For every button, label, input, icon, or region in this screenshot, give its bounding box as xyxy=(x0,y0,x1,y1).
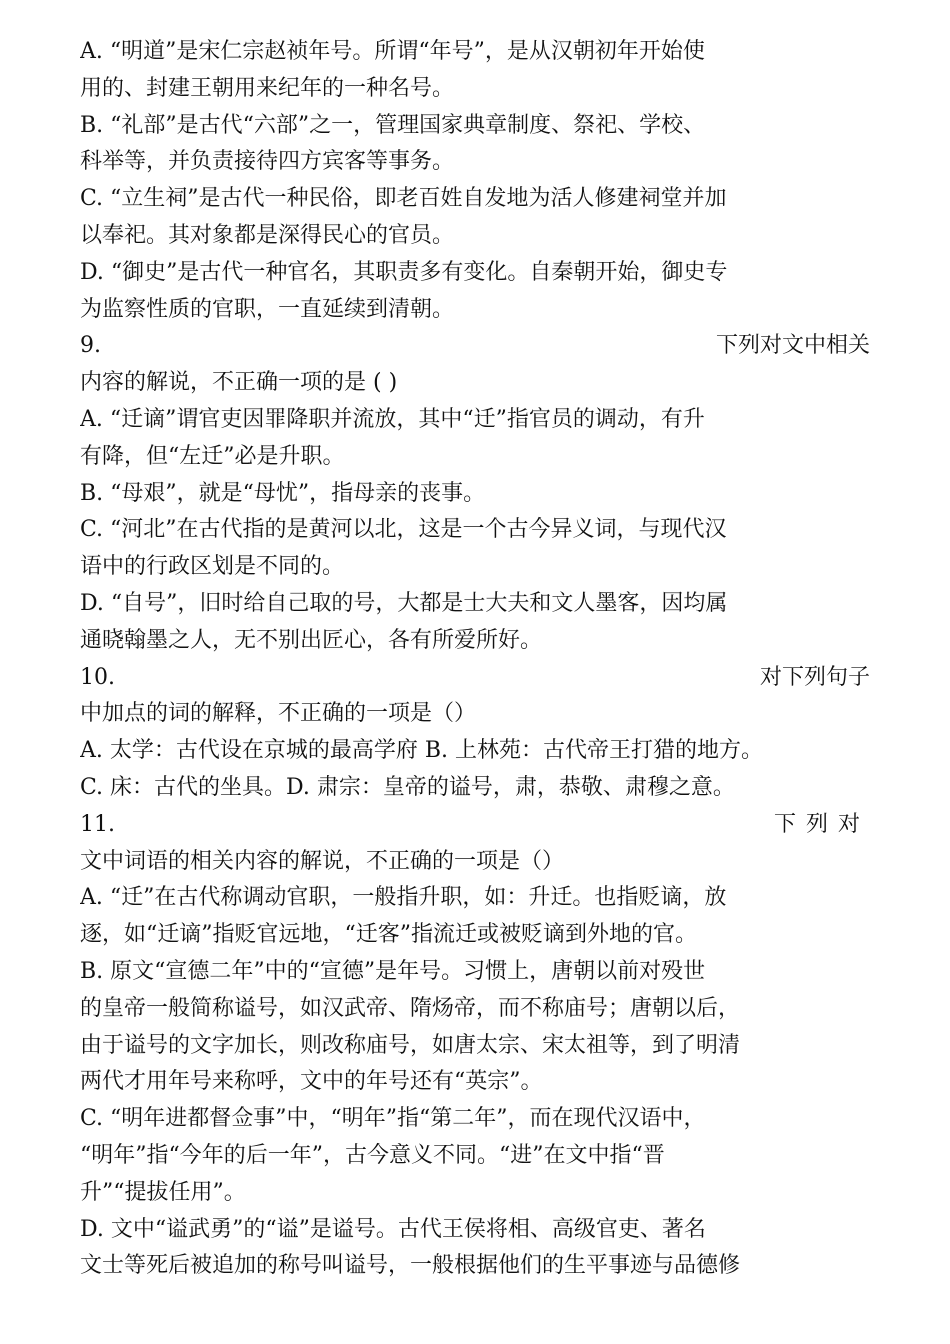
question-prompt-start: 下列对 xyxy=(773,811,870,837)
text-line: B. “母艰”，就是“母忧”，指母亲的丧事。 xyxy=(80,480,486,506)
text-line: 中加点的词的解释，不正确的一项是（） xyxy=(80,701,477,727)
text-line: A. “迁”在古代称调动官职，一般指升职，如：升迁。也指贬谪，放 xyxy=(80,885,727,911)
question-header-9 xyxy=(80,328,870,365)
text-line: B. 原文“宣德二年”中的“宣德”是年号。习惯上，唐朝以前对殁世 xyxy=(80,958,706,984)
text-line: C. 床：古代的坐具。D. 肃宗：皇帝的谥号，肃，恭敬、肃穆之意。 xyxy=(80,774,735,800)
text-line: C. “河北”在古代指的是黄河以北，这是一个古今异义词，与现代汉 xyxy=(80,517,727,543)
text-line: 逐，如“迁谪”指贬官远地，“迁客”指流迁或被贬谪到外地的官。 xyxy=(80,922,697,948)
text-line: 有降，但“左迁”必是升职。 xyxy=(80,443,345,469)
text-line: B. “礼部”是古代“六部”之一，管理国家典章制度、祭祀、学校、 xyxy=(80,112,706,138)
text-line: 文士等死后被追加的称号叫谥号，一般根据他们的生平事迹与品德修 xyxy=(80,1253,741,1279)
question-number: 11. xyxy=(80,811,115,837)
text-line: 由于谥号的文字加长，则改称庙号，如唐太宗、宋太祖等，到了明清 xyxy=(80,1032,741,1058)
text-line: A. “明道”是宋仁宗赵祯年号。所谓“年号”，是从汉朝初年开始使 xyxy=(80,39,705,64)
text-line: 为监察性质的官职，一直延续到清朝。 xyxy=(80,296,455,322)
text-line: A. “迁谪”谓官吏因罪降职并流放，其中“迁”指官员的调动，有升 xyxy=(80,406,705,432)
document-page xyxy=(80,34,870,1285)
text-line: A. 太学：古代设在京城的最高学府 B. 上林苑：古代帝王打猎的地方。 xyxy=(80,738,764,764)
text-line: 升”“提拔任用”。 xyxy=(80,1179,246,1205)
question-number: 9. xyxy=(80,333,101,359)
text-line: D. 文中“谥武勇”的“谥”是谥号。古代王侯将相、高级官吏、著名 xyxy=(80,1216,706,1242)
text-line: D. “御史”是古代一种官名，其职责多有变化。自秦朝开始，御史专 xyxy=(80,259,728,285)
question-number: 10. xyxy=(80,664,115,690)
text-line: 内容的解说，不正确一项的是 ( ) xyxy=(80,370,398,396)
text-line: 两代才用年号来称呼，文中的年号还有“英宗”。 xyxy=(80,1069,543,1095)
text-line: 的皇帝一般简称谥号，如汉武帝、隋炀帝，而不称庙号；唐朝以后， xyxy=(80,995,741,1021)
question-prompt-start: 下列对文中相关 xyxy=(715,333,870,359)
text-line: 用的、封建王朝用来纪年的一种名号。 xyxy=(80,75,455,101)
text-line: C. “明年进都督佥事”中，“明年”指“第二年”，而在现代汉语中， xyxy=(80,1106,706,1132)
text-line: 语中的行政区划是不同的。 xyxy=(80,554,345,580)
text-line: C. “立生祠”是古代一种民俗，即老百姓自发地为活人修建祠堂并加 xyxy=(80,186,727,212)
text-line: 通晓翰墨之人，无不别出匠心，各有所爱所好。 xyxy=(80,627,543,653)
question-header-10 xyxy=(80,660,870,697)
text-line: 科举等，并负责接待四方宾客等事务。 xyxy=(80,149,455,175)
question-header-11 xyxy=(80,807,870,844)
question-prompt-start: 对下列句子 xyxy=(759,664,870,690)
text-line: 以奉祀。其对象都是深得民心的官员。 xyxy=(80,222,455,248)
text-line: 文中词语的相关内容的解说，不正确的一项是（） xyxy=(80,848,565,874)
text-line: “明年”指“今年的后一年”，古今意义不同。“进”在文中指“晋 xyxy=(80,1142,665,1168)
text-line: D. “自号”，旧时给自己取的号，大都是士大夫和文人墨客，因均属 xyxy=(80,590,728,616)
